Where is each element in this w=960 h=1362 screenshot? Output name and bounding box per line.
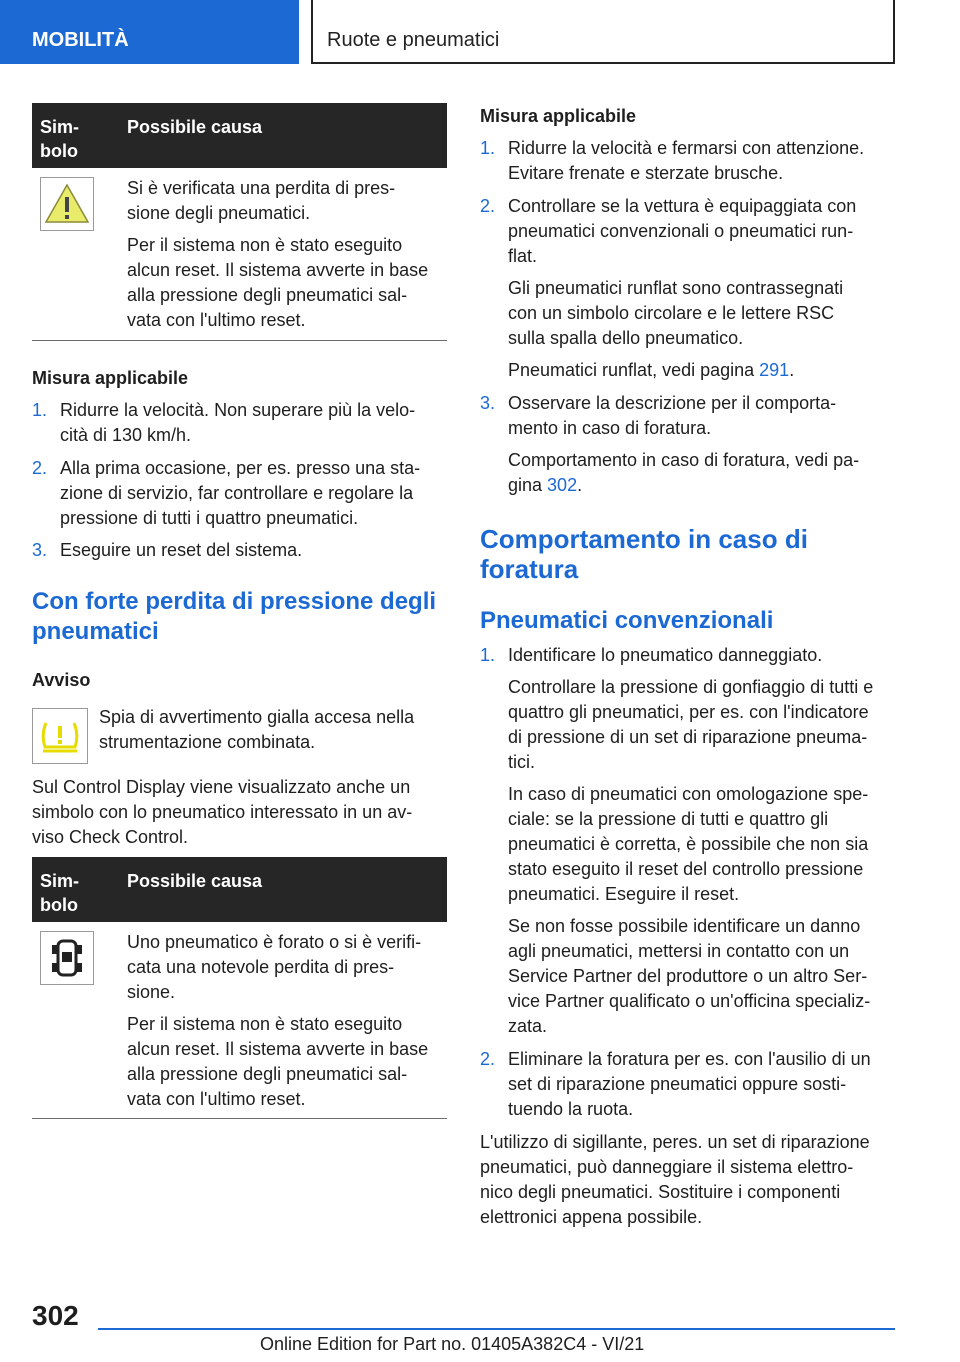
conventional-sub2: In caso di pneumatici con omologazione spe- ciale: se la pressione di tutti e quattro gli pneumatici è corretta, è possibile che non sia stato eseguito il reset del controllo pressione pneumatici. Eseguire il reset.: [508, 784, 869, 904]
puncture-ref-suffix: .: [577, 475, 583, 495]
conventional-sub3: Se non fosse possibile identificare un danno agli pneumatici, mettersi in contatto con un Service Partner del produttore o un altro Ser- vice Partner qualificato o un'officina specializ- zata.: [508, 916, 871, 1036]
table1-cause-p1: Si è verificata una perdita di pres- sione degli pneumatici.: [127, 178, 396, 223]
list-text: Identificare lo pneumatico danneggiato.: [508, 645, 823, 665]
puncture-ref-text: Comportamento in caso di foratura, vedi pa- gina: [508, 450, 860, 495]
left-measure-title: Misura applicabile: [32, 368, 189, 388]
tire-pressure-warning-icon: [32, 708, 88, 764]
list-text: Alla prima occasione, per es. presso una sta- zione di servizio, far controllare e regolare la pressione di tutti i quattro pneumatici.: [60, 458, 421, 528]
footer-edition: Online Edition for Part no. 01405A382C4 - VI/21: [260, 1334, 645, 1354]
avviso-text: Spia di avvertimento gialla accesa nella strumentazione combinata.: [99, 707, 415, 752]
list-text: Eliminare la foratura per es. con l'ausilio di un set di riparazione pneumatici oppure sosti- tuendo la ruota.: [508, 1049, 871, 1119]
table1-col-symbol: Sim- bolo: [40, 117, 80, 161]
table2-header: [32, 857, 447, 922]
warning-triangle-icon: [40, 177, 94, 231]
chapter-title: Ruote e pneumatici: [327, 29, 500, 51]
runflat-ref: [508, 358, 900, 383]
list-number: 2.: [480, 196, 496, 216]
section-title: MOBILITÀ: [32, 29, 129, 51]
list-number: 2.: [480, 1049, 496, 1069]
table2-row: [32, 922, 447, 1119]
table1-header: [32, 103, 447, 168]
control-display-text: Sul Control Display viene visualizzato anche un simbolo con lo pneumatico interessato in un av- viso Check Control.: [32, 777, 413, 847]
list-number: 1.: [480, 138, 496, 158]
table1-col-cause: Possibile causa: [127, 117, 263, 137]
page-number: 302: [32, 1300, 79, 1331]
heading-behavior: Comportamento in caso di foratura: [480, 524, 808, 584]
list-number: 3.: [480, 393, 496, 413]
list-number: 1.: [480, 645, 496, 665]
table2-cause-p2: Per il sistema non è stato eseguito alcun reset. Il sistema avverte in base alla pressione degli pneumatici sal- vata con l'ultimo reset.: [127, 1014, 429, 1109]
list-number: 1.: [32, 400, 48, 420]
list-text: Ridurre la velocità. Non superare più la velo- cità di 130 km/h.: [60, 400, 416, 445]
section-tab: [0, 0, 299, 64]
table2-cause-p1: Uno pneumatico è forato o si è verifi- cata una notevole perdita di pres- sione.: [127, 932, 422, 1002]
table1-row: [32, 168, 447, 341]
puncture-ref: [508, 448, 900, 498]
list-text: Controllare se la vettura è equipaggiata con pneumatici convenzionali o pneumatici run- flat.: [508, 196, 857, 266]
heading-strong-loss: Con forte perdita di pressione degli pneumatici: [32, 588, 437, 645]
avviso-title: Avviso: [32, 670, 91, 690]
runflat-ref-suffix: .: [789, 360, 795, 380]
footer-divider: [98, 1328, 895, 1330]
list-text: Eseguire un reset del sistema.: [60, 540, 303, 560]
table2-col-symbol: Sim- bolo: [40, 871, 80, 915]
table2-col-cause: Possibile causa: [127, 871, 263, 891]
conventional-sub1: Controllare la pressione di gonfiaggio di tutti e quattro gli pneumatici, per es. con l'indicatore di pressione di un set di riparazione pneuma- tici.: [508, 677, 874, 772]
list-number: 3.: [32, 540, 48, 560]
list-number: 2.: [32, 458, 48, 478]
page-link-291[interactable]: 291: [759, 360, 790, 380]
right-measure-title: Misura applicabile: [480, 106, 637, 126]
page-link-302[interactable]: 302: [547, 475, 578, 495]
runflat-note: Gli pneumatici runflat sono contrassegnati con un simbolo circolare e le lettere RSC sulla spalla dello pneumatico.: [508, 278, 844, 348]
sealant-warning-text: L'utilizzo di sigillante, peres. un set di riparazione pneumatici, può danneggiare il sistema elettro- nico degli pneumatici. Sostituire i componenti elettronici appena possibile.: [480, 1132, 870, 1227]
list-text: Osservare la descrizione per il comporta- mento in caso di foratura.: [508, 393, 837, 438]
heading-conventional: Pneumatici convenzionali: [480, 607, 774, 634]
table1-cause-p2: Per il sistema non è stato eseguito alcun reset. Il sistema avverte in base alla pressione degli pneumatici sal- vata con l'ultimo reset.: [127, 235, 429, 330]
list-text: Ridurre la velocità e fermarsi con attenzione. Evitare frenate e sterzate brusche.: [508, 138, 865, 183]
chapter-tab: [311, 0, 895, 64]
runflat-ref-text: Pneumatici runflat, vedi pagina: [508, 360, 760, 380]
car-tires-icon: [40, 931, 94, 985]
